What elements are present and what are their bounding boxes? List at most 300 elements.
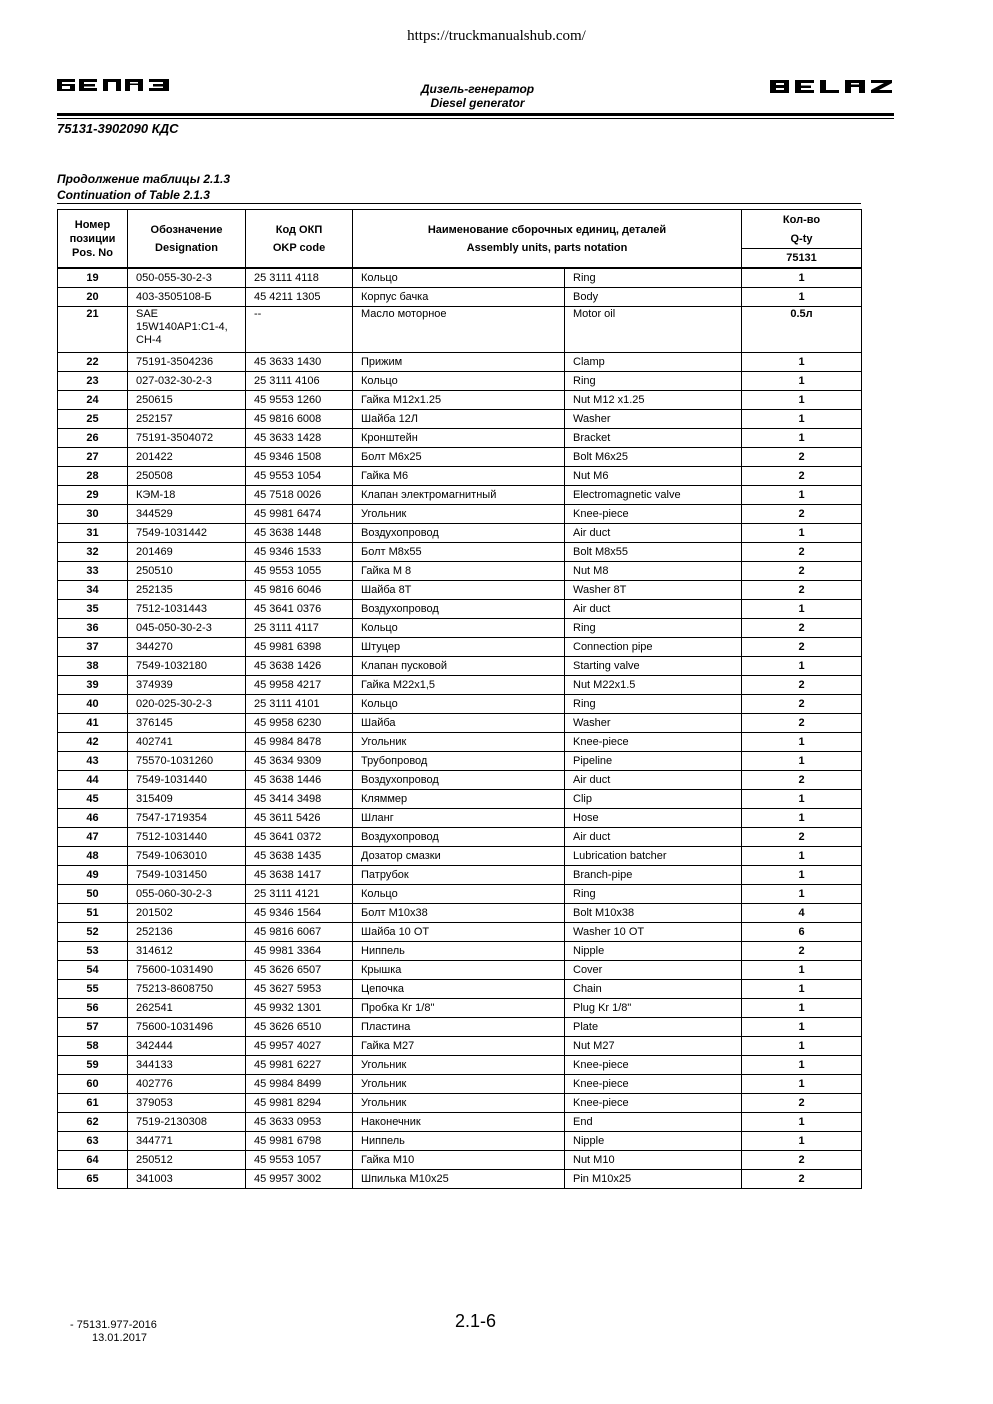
- cell-name-ru: Патрубок: [353, 866, 565, 885]
- cell-name-ru: Кольцо: [353, 372, 565, 391]
- cell-name-ru: Гайка М10: [353, 1151, 565, 1170]
- cell-pos: 29: [58, 486, 128, 505]
- table-row: [58, 619, 862, 638]
- cell-name-en: Ring: [565, 695, 742, 714]
- cell-pos: 38: [58, 657, 128, 676]
- cell-name-en: Ring: [565, 268, 742, 288]
- table-row: [58, 307, 862, 353]
- cell-name-ru: Клапан пусковой: [353, 657, 565, 676]
- cell-name-en: Bracket: [565, 429, 742, 448]
- cell-name-ru: Прижим: [353, 353, 565, 372]
- table-row: [58, 638, 862, 657]
- cell-pos: 43: [58, 752, 128, 771]
- cell-name-ru: Шпилька М10х25: [353, 1170, 565, 1189]
- cell-okp-code: 45 3611 5426: [246, 809, 353, 828]
- cell-pos: 46: [58, 809, 128, 828]
- table-row: [58, 790, 862, 809]
- cell-name-en: Nut M12 x1.25: [565, 391, 742, 410]
- cell-qty: 2: [742, 581, 862, 600]
- cell-name-ru: Кольцо: [353, 695, 565, 714]
- cell-okp-code: 45 3638 1446: [246, 771, 353, 790]
- cell-qty: 1: [742, 809, 862, 828]
- cell-name-ru: Шайба 8Т: [353, 581, 565, 600]
- cell-pos: 48: [58, 847, 128, 866]
- header-pos: [58, 210, 128, 269]
- cell-okp-code: 45 9553 1054: [246, 467, 353, 486]
- cell-designation: 252135: [128, 581, 246, 600]
- cell-qty: 1: [742, 885, 862, 904]
- cell-designation: 045-050-30-2-3: [128, 619, 246, 638]
- header-okp-ru: Код ОКП: [275, 223, 323, 236]
- cell-okp-code: 45 9984 8478: [246, 733, 353, 752]
- cell-designation: 7549-1063010: [128, 847, 246, 866]
- cell-pos: 45: [58, 790, 128, 809]
- cell-name-ru: Кольцо: [353, 885, 565, 904]
- cell-pos: 40: [58, 695, 128, 714]
- cell-name-en: Nut M8: [565, 562, 742, 581]
- cell-qty: 1: [742, 999, 862, 1018]
- table-body: [58, 268, 862, 1189]
- footer-doc-number: - 75131.977-2016: [70, 1319, 157, 1331]
- header-pos-en: Pos. No: [72, 246, 113, 259]
- cell-qty: 1: [742, 1037, 862, 1056]
- cell-designation: 75213-8608750: [128, 980, 246, 999]
- cell-name-ru: Угольник: [353, 1056, 565, 1075]
- cell-name-en: Washer 8T: [565, 581, 742, 600]
- cell-qty: 2: [742, 695, 862, 714]
- cell-designation: 75191-3504072: [128, 429, 246, 448]
- cell-qty: 2: [742, 828, 862, 847]
- cell-name-ru: Болт М6х25: [353, 448, 565, 467]
- cell-qty: 2: [742, 676, 862, 695]
- cell-name-ru: Воздухопровод: [353, 771, 565, 790]
- cell-pos: 56: [58, 999, 128, 1018]
- table-row: [58, 885, 862, 904]
- cell-designation: 7549-1031442: [128, 524, 246, 543]
- table-row: [58, 429, 862, 448]
- cell-qty: 1: [742, 268, 862, 288]
- table-row: [58, 847, 862, 866]
- cell-okp-code: 45 9553 1260: [246, 391, 353, 410]
- cell-qty: 1: [742, 961, 862, 980]
- cell-qty: 2: [742, 1094, 862, 1113]
- table-row: [58, 1018, 862, 1037]
- cell-qty: 2: [742, 1170, 862, 1189]
- table-row: [58, 1151, 862, 1170]
- table-row: [58, 752, 862, 771]
- table-row: [58, 1094, 862, 1113]
- cell-pos: 57: [58, 1018, 128, 1037]
- cell-pos: 21: [58, 307, 128, 353]
- cell-qty: 6: [742, 923, 862, 942]
- cell-pos: 52: [58, 923, 128, 942]
- table-row: [58, 828, 862, 847]
- cell-name-en: Knee-piece: [565, 1075, 742, 1094]
- cell-name-en: Nipple: [565, 942, 742, 961]
- cell-designation: SAE 15W140AP1:C1-4, CH-4: [128, 307, 246, 353]
- belaz-cyrillic-logo: [57, 79, 171, 91]
- cell-name-ru: Угольник: [353, 505, 565, 524]
- cell-okp-code: 45 3633 1428: [246, 429, 353, 448]
- cell-name-en: Ring: [565, 885, 742, 904]
- cell-name-ru: Шайба: [353, 714, 565, 733]
- cell-okp-code: 25 3111 4101: [246, 695, 353, 714]
- cell-name-ru: Кольцо: [353, 268, 565, 288]
- cell-pos: 55: [58, 980, 128, 999]
- cell-name-ru: Болт М8х55: [353, 543, 565, 562]
- cell-designation: 7512-1031440: [128, 828, 246, 847]
- source-url[interactable]: https://truckmanualshub.com/: [407, 28, 586, 44]
- cell-qty: 2: [742, 714, 862, 733]
- table-row: [58, 562, 862, 581]
- cell-designation: 403-3505108-Б: [128, 288, 246, 307]
- cell-qty: 2: [742, 543, 862, 562]
- cell-name-en: Nut M10: [565, 1151, 742, 1170]
- cell-designation: 252136: [128, 923, 246, 942]
- cell-designation: 376145: [128, 714, 246, 733]
- cell-pos: 35: [58, 600, 128, 619]
- cell-okp-code: 45 9816 6067: [246, 923, 353, 942]
- footer-doc-ref: [70, 1319, 157, 1345]
- cell-qty: 1: [742, 980, 862, 999]
- cell-name-en: Air duct: [565, 828, 742, 847]
- cell-okp-code: 45 9981 6398: [246, 638, 353, 657]
- cell-qty: 2: [742, 467, 862, 486]
- cell-pos: 36: [58, 619, 128, 638]
- header-name-en: Assembly units, parts notation: [466, 241, 628, 254]
- cell-name-ru: Гайка М27: [353, 1037, 565, 1056]
- cell-qty: 1: [742, 410, 862, 429]
- cell-name-en: Knee-piece: [565, 505, 742, 524]
- cell-designation: 7547-1719354: [128, 809, 246, 828]
- cell-okp-code: 45 3414 3498: [246, 790, 353, 809]
- cell-name-en: Starting valve: [565, 657, 742, 676]
- cell-name-en: Washer: [565, 714, 742, 733]
- cell-designation: КЭМ-18: [128, 486, 246, 505]
- belaz-latin-logo: [770, 80, 892, 93]
- cell-pos: 31: [58, 524, 128, 543]
- cell-pos: 49: [58, 866, 128, 885]
- cell-name-ru: Шайба 10 ОТ: [353, 923, 565, 942]
- cell-designation: 7549-1032180: [128, 657, 246, 676]
- cell-designation: 201422: [128, 448, 246, 467]
- cell-designation: 027-032-30-2-3: [128, 372, 246, 391]
- cell-okp-code: 45 3641 0372: [246, 828, 353, 847]
- cell-qty: 2: [742, 619, 862, 638]
- cell-designation: 344133: [128, 1056, 246, 1075]
- cell-designation: 7519-2130308: [128, 1113, 246, 1132]
- cell-name-ru: Шланг: [353, 809, 565, 828]
- table-row: [58, 695, 862, 714]
- cell-okp-code: 45 9346 1533: [246, 543, 353, 562]
- cell-designation: 020-025-30-2-3: [128, 695, 246, 714]
- cell-qty: 1: [742, 372, 862, 391]
- page-number: 2.1-6: [455, 1311, 497, 1331]
- cell-okp-code: 45 9981 6227: [246, 1056, 353, 1075]
- table-row: [58, 268, 862, 288]
- cell-pos: 64: [58, 1151, 128, 1170]
- cell-name-ru: Кольцо: [353, 619, 565, 638]
- header-okp-en: OKP code: [272, 241, 326, 254]
- cell-pos: 44: [58, 771, 128, 790]
- cell-name-en: Nut M27: [565, 1037, 742, 1056]
- table-row: [58, 391, 862, 410]
- cell-name-en: Branch-pipe: [565, 866, 742, 885]
- cell-name-ru: Кронштейн: [353, 429, 565, 448]
- cell-okp-code: 45 9346 1564: [246, 904, 353, 923]
- cell-pos: 53: [58, 942, 128, 961]
- table-row: [58, 923, 862, 942]
- cell-okp-code: 25 3111 4106: [246, 372, 353, 391]
- cell-qty: 1: [742, 429, 862, 448]
- cell-pos: 50: [58, 885, 128, 904]
- cell-name-en: Ring: [565, 619, 742, 638]
- table-row: [58, 505, 862, 524]
- table-row: [58, 600, 862, 619]
- cell-designation: 344529: [128, 505, 246, 524]
- cell-name-ru: Гайка М12х1.25: [353, 391, 565, 410]
- table-row: [58, 288, 862, 307]
- cell-okp-code: 45 9957 4027: [246, 1037, 353, 1056]
- cell-okp-code: --: [246, 307, 353, 353]
- cell-okp-code: 45 9346 1508: [246, 448, 353, 467]
- header-pos-ru: Номер позиции: [69, 218, 116, 245]
- cell-qty: 0.5л: [742, 307, 862, 353]
- cell-name-en: Motor oil: [565, 307, 742, 353]
- table-row: [58, 866, 862, 885]
- table-row: [58, 524, 862, 543]
- table-row: [58, 372, 862, 391]
- cell-name-ru: Ниппель: [353, 942, 565, 961]
- cell-qty: 2: [742, 771, 862, 790]
- cell-pos: 28: [58, 467, 128, 486]
- header-designation-ru: Обозначение: [150, 223, 223, 236]
- cell-okp-code: 45 9981 3364: [246, 942, 353, 961]
- cell-name-en: Connection pipe: [565, 638, 742, 657]
- cell-okp-code: 45 9932 1301: [246, 999, 353, 1018]
- header-name: [353, 210, 742, 269]
- table-row: [58, 543, 862, 562]
- cell-qty: 1: [742, 752, 862, 771]
- cell-okp-code: 45 3626 6507: [246, 961, 353, 980]
- cell-name-en: Bolt M6x25: [565, 448, 742, 467]
- cell-name-en: Chain: [565, 980, 742, 999]
- cell-okp-code: 45 9981 6798: [246, 1132, 353, 1151]
- cell-qty: 1: [742, 486, 862, 505]
- table-row: [58, 961, 862, 980]
- table-row: [58, 980, 862, 999]
- cell-designation: 314612: [128, 942, 246, 961]
- cell-okp-code: 45 9981 6474: [246, 505, 353, 524]
- cell-name-en: Air duct: [565, 600, 742, 619]
- cell-pos: 39: [58, 676, 128, 695]
- cell-designation: 75570-1031260: [128, 752, 246, 771]
- cell-pos: 42: [58, 733, 128, 752]
- cell-pos: 60: [58, 1075, 128, 1094]
- cell-pos: 47: [58, 828, 128, 847]
- cell-okp-code: 45 9984 8499: [246, 1075, 353, 1094]
- cell-okp-code: 45 9957 3002: [246, 1170, 353, 1189]
- cell-okp-code: 45 3633 0953: [246, 1113, 353, 1132]
- table-row: [58, 942, 862, 961]
- cell-name-en: Washer 10 OT: [565, 923, 742, 942]
- cell-pos: 34: [58, 581, 128, 600]
- continuation-ru: Продолжение таблицы 2.1.3: [57, 172, 231, 186]
- cell-name-ru: Пробка Кг 1/8": [353, 999, 565, 1018]
- cell-okp-code: 45 3627 5953: [246, 980, 353, 999]
- cell-okp-code: 45 9958 6230: [246, 714, 353, 733]
- cell-name-en: Electromagnetic valve: [565, 486, 742, 505]
- table-row: [58, 771, 862, 790]
- cell-pos: 58: [58, 1037, 128, 1056]
- cell-pos: 27: [58, 448, 128, 467]
- table-row: [58, 448, 862, 467]
- cell-designation: 252157: [128, 410, 246, 429]
- table-row: [58, 714, 862, 733]
- table-row: [58, 657, 862, 676]
- cell-qty: 1: [742, 391, 862, 410]
- cell-name-en: Clamp: [565, 353, 742, 372]
- cell-qty: 1: [742, 1018, 862, 1037]
- cell-pos: 30: [58, 505, 128, 524]
- cell-okp-code: 25 3111 4118: [246, 268, 353, 288]
- cell-name-ru: Болт М10х38: [353, 904, 565, 923]
- caption-underline: [57, 203, 861, 204]
- header-name-ru: Наименование сборочных единиц, деталей: [427, 223, 667, 236]
- cell-okp-code: 45 9553 1055: [246, 562, 353, 581]
- cell-name-ru: Клапан электромагнитный: [353, 486, 565, 505]
- cell-designation: 201469: [128, 543, 246, 562]
- cell-pos: 32: [58, 543, 128, 562]
- cell-name-ru: Гайка М6: [353, 467, 565, 486]
- cell-designation: 7512-1031443: [128, 600, 246, 619]
- cell-qty: 2: [742, 505, 862, 524]
- cell-qty: 2: [742, 562, 862, 581]
- header-designation: [128, 210, 246, 269]
- cell-name-en: Pipeline: [565, 752, 742, 771]
- table-row: [58, 581, 862, 600]
- cell-qty: 1: [742, 790, 862, 809]
- cell-designation: 250512: [128, 1151, 246, 1170]
- table-row: [58, 467, 862, 486]
- cell-okp-code: 45 3638 1417: [246, 866, 353, 885]
- cell-name-ru: Наконечник: [353, 1113, 565, 1132]
- cell-qty: 1: [742, 1132, 862, 1151]
- cell-okp-code: 45 7518 0026: [246, 486, 353, 505]
- cell-okp-code: 45 4211 1305: [246, 288, 353, 307]
- table-row: [58, 1132, 862, 1151]
- cell-qty: 1: [742, 524, 862, 543]
- header-qty-ru: Кол-во: [782, 214, 821, 226]
- cell-designation: 75600-1031496: [128, 1018, 246, 1037]
- cell-name-ru: Угольник: [353, 1094, 565, 1113]
- document-number: 75131-3902090 КДС: [57, 121, 179, 136]
- table-row: [58, 733, 862, 752]
- cell-name-ru: Угольник: [353, 733, 565, 752]
- cell-designation: 75191-3504236: [128, 353, 246, 372]
- cell-okp-code: 45 9816 6008: [246, 410, 353, 429]
- cell-qty: 1: [742, 1075, 862, 1094]
- cell-name-en: Knee-piece: [565, 1056, 742, 1075]
- cell-name-ru: Кляммер: [353, 790, 565, 809]
- cell-pos: 63: [58, 1132, 128, 1151]
- header-qty-en: Q-ty: [742, 230, 862, 249]
- cell-okp-code: 45 9816 6046: [246, 581, 353, 600]
- cell-name-ru: Пластина: [353, 1018, 565, 1037]
- cell-pos: 26: [58, 429, 128, 448]
- cell-name-en: Pin M10x25: [565, 1170, 742, 1189]
- header-rule-thick: [57, 113, 894, 116]
- cell-qty: 2: [742, 1151, 862, 1170]
- cell-pos: 37: [58, 638, 128, 657]
- cell-designation: 315409: [128, 790, 246, 809]
- cell-name-ru: Масло моторное: [353, 307, 565, 353]
- cell-okp-code: 45 3634 9309: [246, 752, 353, 771]
- cell-designation: 344771: [128, 1132, 246, 1151]
- cell-name-en: Knee-piece: [565, 733, 742, 752]
- cell-designation: 055-060-30-2-3: [128, 885, 246, 904]
- cell-pos: 41: [58, 714, 128, 733]
- cell-name-en: Ring: [565, 372, 742, 391]
- cell-pos: 20: [58, 288, 128, 307]
- cell-name-en: Plug Kr 1/8": [565, 999, 742, 1018]
- cell-okp-code: 45 3638 1426: [246, 657, 353, 676]
- cell-designation: 250510: [128, 562, 246, 581]
- cell-name-ru: Угольник: [353, 1075, 565, 1094]
- cell-name-en: Bolt M8x55: [565, 543, 742, 562]
- cell-okp-code: 45 3638 1435: [246, 847, 353, 866]
- cell-okp-code: 45 9958 4217: [246, 676, 353, 695]
- cell-name-en: End: [565, 1113, 742, 1132]
- cell-qty: 4: [742, 904, 862, 923]
- cell-qty: 1: [742, 733, 862, 752]
- cell-okp-code: 45 3641 0376: [246, 600, 353, 619]
- cell-pos: 65: [58, 1170, 128, 1189]
- table-row: [58, 999, 862, 1018]
- cell-designation: 75600-1031490: [128, 961, 246, 980]
- cell-qty: 1: [742, 600, 862, 619]
- cell-name-en: Air duct: [565, 771, 742, 790]
- table-continuation-caption: [57, 171, 230, 203]
- table-row: [58, 676, 862, 695]
- cell-pos: 25: [58, 410, 128, 429]
- header-qty-model: 75131: [742, 249, 862, 269]
- table-row: [58, 1113, 862, 1132]
- cell-designation: 374939: [128, 676, 246, 695]
- continuation-en: Continuation of Table 2.1.3: [57, 188, 210, 202]
- cell-designation: 262541: [128, 999, 246, 1018]
- cell-designation: 341003: [128, 1170, 246, 1189]
- header-designation-en: Designation: [155, 241, 218, 254]
- cell-name-en: Cover: [565, 961, 742, 980]
- cell-name-ru: Шайба 12Л: [353, 410, 565, 429]
- header-qty: [742, 210, 862, 231]
- cell-name-en: Clip: [565, 790, 742, 809]
- cell-name-en: Body: [565, 288, 742, 307]
- cell-designation: 342444: [128, 1037, 246, 1056]
- cell-name-en: Nut M6: [565, 467, 742, 486]
- header-okp: [246, 210, 353, 269]
- cell-pos: 59: [58, 1056, 128, 1075]
- cell-designation: 402741: [128, 733, 246, 752]
- cell-name-ru: Воздухопровод: [353, 828, 565, 847]
- parts-table: [57, 209, 862, 1189]
- cell-qty: 1: [742, 1113, 862, 1132]
- cell-name-ru: Ниппель: [353, 1132, 565, 1151]
- cell-okp-code: 25 3111 4117: [246, 619, 353, 638]
- cell-name-en: Air duct: [565, 524, 742, 543]
- cell-qty: 1: [742, 847, 862, 866]
